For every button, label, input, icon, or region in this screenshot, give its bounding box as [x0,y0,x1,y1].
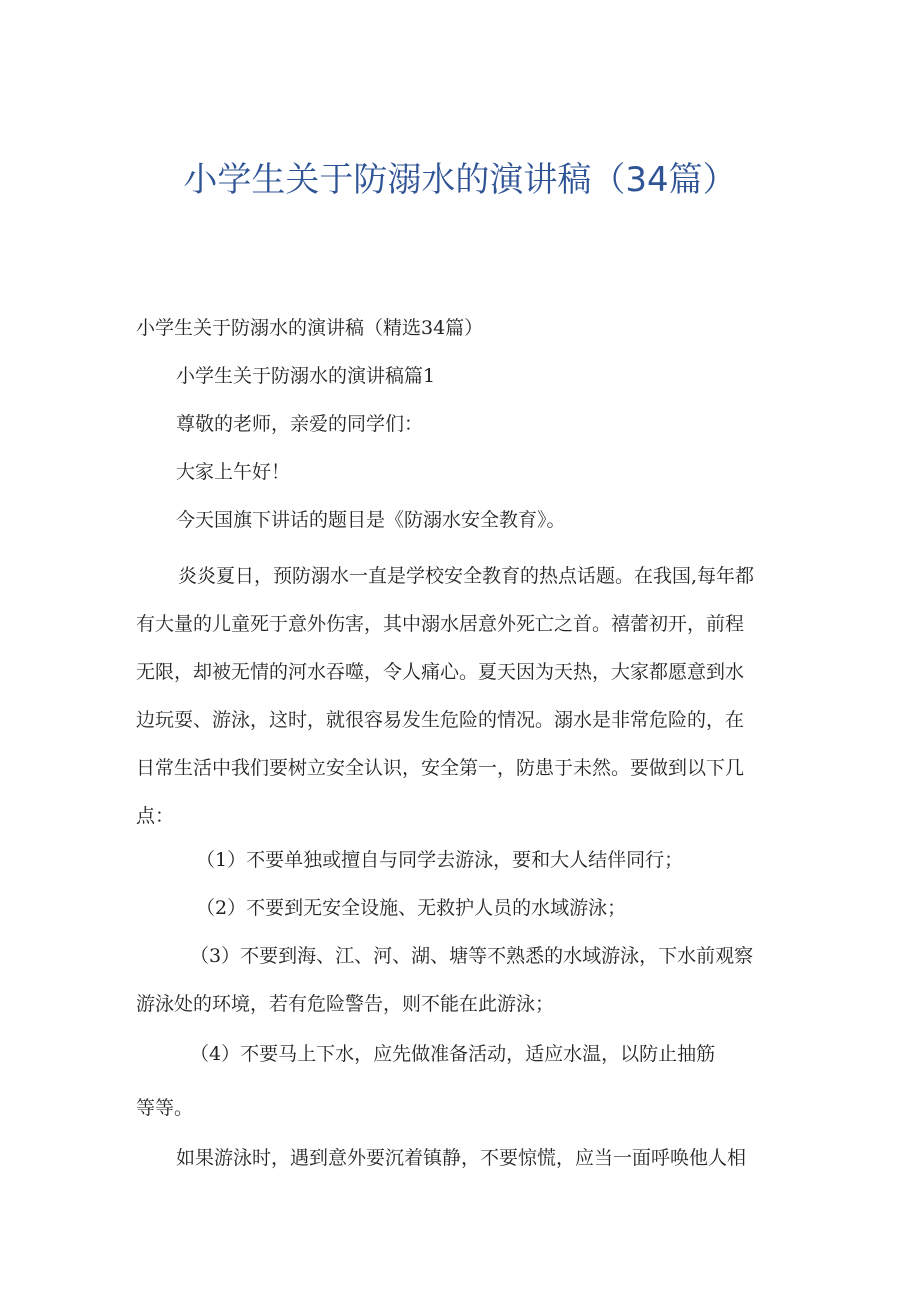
list-item-4-line-2: 等等。 [136,1097,194,1119]
paragraph-line: 有大量的儿童死于意外伤害，其中溺水居意外死亡之首。禧蕾初开，前程 [136,613,745,635]
salutation-line: 大家上午好！ [176,461,291,483]
list-item-3-line-1: （3）不要到海、江、河、湖、塘等不熟悉的水域游泳，下水前观察 [190,945,754,967]
list-item-4-line-1: （4）不要马上下水，应先做准备活动，适应水温，以防止抽筋 [190,1043,716,1065]
paragraph-line: 点： [136,805,175,827]
list-item-3-line-2: 游泳处的环境，若有危险警告，则不能在此游泳； [136,993,555,1015]
paragraph-line: 日常生活中我们要树立安全认识，安全第一，防患于未然。要做到以下几 [136,757,745,779]
closing-paragraph-line: 如果游泳时，遇到意外要沉着镇静，不要惊慌，应当一面呼唤他人相 [176,1147,747,1169]
paragraph-line: 无限，却被无情的河水吞噬，令人痛心。夏天因为天热，大家都愿意到水 [136,661,745,683]
document-subtitle: 小学生关于防溺水的演讲稿（精选34篇） [136,317,484,339]
list-item-1: （1）不要单独或擅自与同学去游泳，要和大人结伴同行； [196,849,684,871]
paragraph-line: 炎炎夏日，预防溺水一直是学校安全教育的热点话题。在我国,每年都 [178,565,755,587]
paragraph-line: 边玩耍、游泳，这时，就很容易发生危险的情况。溺水是非常危险的，在 [136,709,745,731]
topic-line: 今天国旗下讲话的题目是《防溺水安全教育》。 [176,509,566,531]
greeting-line: 尊敬的老师，亲爱的同学们： [176,413,424,435]
main-paragraph [136,552,796,840]
document-title: 小学生关于防溺水的演讲稿（34篇） [183,160,737,200]
section-heading: 小学生关于防溺水的演讲稿篇1 [176,365,436,387]
list-item-2: （2）不要到无安全设施、无救护人员的水域游泳； [196,897,627,919]
